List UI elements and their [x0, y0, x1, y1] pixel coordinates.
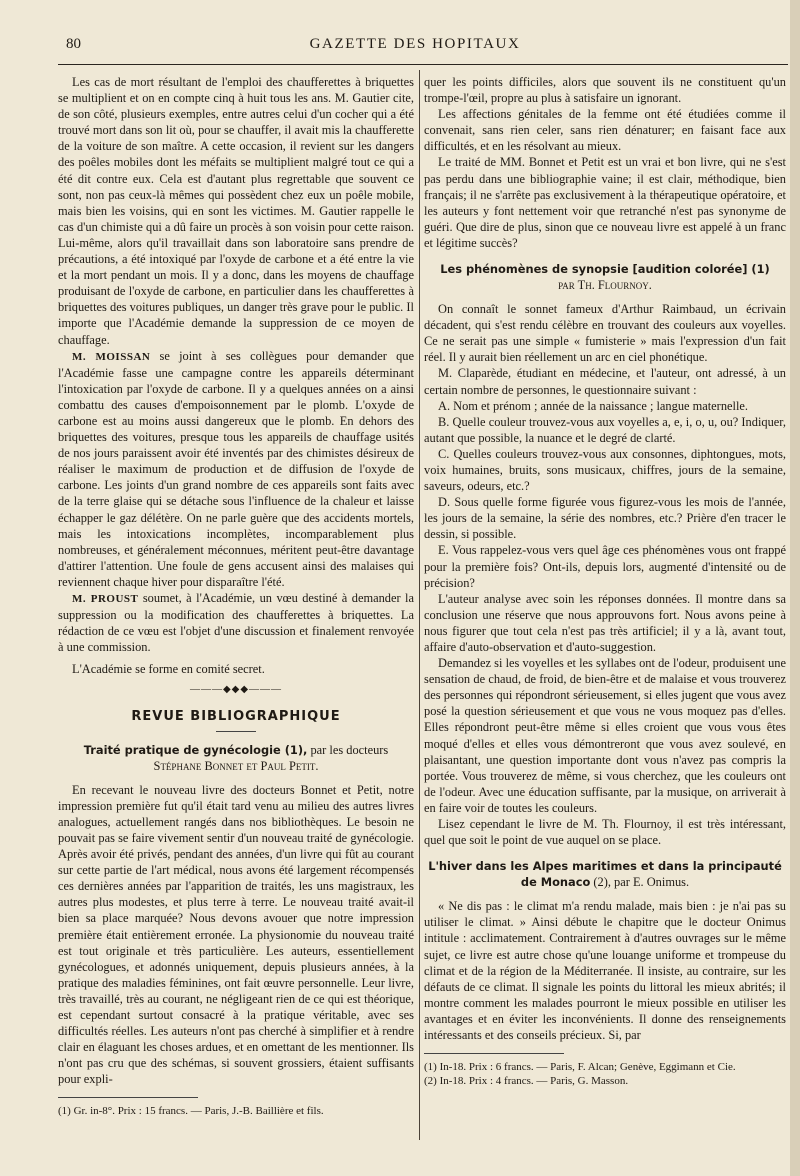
- paragraph-text: soumet, à l'Académie, un vœu destiné à demander la suppression ou la modification des chaufferettes à briquettes. La rédaction de ce vœu est l'objet d'une discussion et finalement renvoyée à une commission.: [58, 591, 415, 655]
- paragraph: [58, 348, 414, 590]
- paragraph: L'Académie se forme en comité secret.: [72, 662, 265, 677]
- speaker-name: M. PROUST: [72, 593, 139, 605]
- header-rule: [58, 64, 788, 65]
- section-rule: [216, 731, 256, 732]
- paragraph: Le traité de MM. Bonnet et Petit est un vrai et bon livre, qui ne s'est pas perdu dans une bibliographie vaine; il est clair, méthodique, bien français; il ne s'arrête pas exclusivement à la thérapeutique opératoire, et les auteurs y font nettement voir que retranché n'est pas synonyme de guéri. Que dire de plus, sinon que ce nouveau livre est appelé à un franc et légitime succès?: [424, 155, 786, 250]
- book-author: par Th. Flournoy.: [558, 278, 652, 293]
- paragraph-text: se joint à ses collègues pour demander que l'Académie fasse une campagne contre les appareils déterminant l'intoxication par l'oxyde de carbone. Il y a quelques années on a ainsi combattu des causes d'empoisonnement par le plomb. L'oxyde de carbone est au moins aussi dangereux que le plomb. En dehors des briquettes des voitures, presque tous les appareils de chauffage usités de nos jours paraissent avoir été inventés par des chimistes désireux de réaliser le maximum de production et de diffusion de l'oxyde de carbone. Les joints d'un grand nombre de ces appareils sont faits avec de la terre glaise qui se détache sous l'influence de la chaleur et laisse échapper le gaz délétère. On ne parle guère que des accidents mortels, mais les intoxications incomplètes, incomparablement plus nombreuses, et généralement méconnues, méritent peut-être davantage d'attirer l'attention. Une foule de gens accusent ainsi des malaises qui reviennent chaque hiver pour disparaître l'été.: [58, 348, 414, 589]
- footnote: (2) In-18. Prix : 4 francs. — Paris, G. Masson.: [424, 1075, 629, 1088]
- journal-title: GAZETTE DES HOPITAUX: [309, 36, 521, 52]
- book-by: par les docteurs: [307, 742, 389, 757]
- paragraph: « Ne dis pas : le climat m'a rendu malade, mais bien : je n'ai pas su utiliser le climat. » Ainsi débute le chapitre que le docteur Onimus intitule : acclimatement. Contrairement à d'autres ouvrages sur le même sujet, ce livre est autre chose qu'une louange uniforme et trompeuse du climat et de la région de la Méditerranée. Il insiste, au contraire, sur les défauts de ce climat. Il signale les points du littoral les mieux abrités; il montre comment les malades pourront le mieux possible en utiliser les avantages et en éviter les inconvénients. Il donne des renseignements intéressants et des conseils précieux. Si, par: [424, 899, 786, 1042]
- questionnaire-item: D. Sous quelle forme figurée vous figurez-vous les mois de l'année, les jours de la semaine, la série des nombres, etc.? Prière d'en tracer le dessin, si possible.: [424, 495, 786, 542]
- column-divider: [419, 70, 420, 1140]
- questionnaire-item: E. Vous rappelez-vous vers quel âge ces phénomènes vous ont frappé pour la première fois? Ont-ils, depuis lors, augmenté d'intensité ou de précision?: [424, 543, 786, 590]
- section-title: REVUE BIBLIOGRAPHIQUE: [131, 708, 341, 724]
- right-column: [424, 74, 786, 1088]
- footnote: (1) Gr. in-8°. Prix : 15 francs. — Paris, J.-B. Baillière et fils.: [58, 1105, 324, 1118]
- left-column: [58, 74, 414, 1118]
- footnote: (1) In-18. Prix : 6 francs. — Paris, F. Alcan; Genève, Eggimann et Cie.: [424, 1061, 736, 1074]
- running-header: [58, 36, 772, 58]
- book-authors: Stéphane Bonnet et Paul Petit.: [153, 758, 319, 773]
- review-heading: [424, 858, 786, 890]
- questionnaire-item: A. Nom et prénom ; année de la naissance ; langue maternelle.: [438, 398, 748, 413]
- book-author: (2), par E. Onimus.: [590, 875, 690, 890]
- book-title: Traité pratique de gynécologie (1),: [83, 742, 308, 757]
- paragraph: En recevant le nouveau livre des docteurs Bonnet et Petit, notre impression première fut qu'il était tard venu au milieu des autres livres analogues, actuellement rangés dans nos bibliothèques. Le besoin ne pouvait pas se faire vivement sentir d'un nouveau traité de gynécologie. Après avoir été privés, pendant des années, d'un livre qui fût au courant sur cette partie de l'art médical, nous avons été largement récompensés ces dernières années par l'apparition de traités, les uns magistraux, les autres plus modestes, et plus terre à terre. Le nouveau traité avait-il bien sa place marquée? Nous devons avouer que notre impression première était entièrement erronée. La physionomie du nouveau traité est tout originale et très particulière. Les auteurs, essentiellement gynécologues, et adonnés uniquement, depuis plusieurs années, à la pratique des maladies féminines, ont fait œuvre personnelle. Leur livre, très travaillé, très au courant, ne négligeant rien de ce qui est théorique, est cependant surtout consacré à la pratique véritable, avec ses difficultés réelles. Les auteurs n'ont pas cherché à simplifier et à rendre clair en élaguant les choses ardues, et en omettant de les mentionner. Ils n'ont pas cru que des schémas, si souvent grossiers, étaient suffisants pour expli-: [58, 782, 414, 1087]
- paragraph: M. Claparède, étudiant en médecine, et l'auteur, ont adressé, à un certain nombre de personnes, le questionnaire suivant :: [424, 366, 786, 397]
- speaker-name: M. MOISSAN: [72, 350, 151, 363]
- ornament-divider: ———◆◆◆———: [189, 684, 283, 696]
- page-edge: [790, 0, 800, 1176]
- questionnaire-item: C. Quelles couleurs trouvez-vous aux consonnes, diphtongues, mots, voix humaines, bruits, sons musicaux, chiffres, jours de la semaine, saveurs, odeurs, etc.?: [424, 446, 786, 494]
- book-title: Les phénomènes de synopsie [audition colorée] (1): [440, 262, 770, 277]
- paragraph: Les affections génitales de la femme ont été étudiées comme il convenait, sans rien celer, sans rien dénaturer; en faisant face aux difficultés, et en les résolvant au mieux.: [424, 107, 786, 154]
- book-title: L'hiver dans les Alpes maritimes et dans la principauté de Monaco: [428, 859, 782, 890]
- review-heading: [58, 742, 414, 774]
- questionnaire-item: B. Quelle couleur trouvez-vous aux voyelles a, e, i, o, u, ou? Indiquer, autant que possible, la nuance et le degré de clarté.: [424, 414, 786, 445]
- paragraph: Les cas de mort résultant de l'emploi des chaufferettes à briquettes se multiplient et on en compte cinq à huit tous les ans. M. Gautier cite, de son côté, plusieurs exemples, entre autres celui d'un cocher qui a été trouvé mort dans son lit où, pour se chauffer, il avait mis la chaufferette de la voiture de son maître. A cette occasion, il revient sur les dangers des poêles mobiles dont les méfaits se multiplient malgré tout ce qui a été dit contre eux. Cela est d'autant plus regrettable que souvent ce sont, non pas ceux-là mêmes qui possèdent chez eux un poêle mobile, mais bien les voisins, qui en sont les victimes. M. Gautier rappelle le cas d'un chimiste qui a dû faire un procès à son voisin pour cette raison. Lui-même, alors qu'il travaillait dans son laboratoire sans prendre de précautions, a été intoxiqué par l'oxyde de carbone et a été entre la vie et la mort pendant un mois. Il y a donc, dans les moyens de chauffage produisant de l'oxyde de carbone, en particulier dans les chaufferettes à briquettes des voitures publiques, un danger très grave pour le public. Il importe que l'Académie demande la suppression de ce moyen de chauffage.: [58, 75, 414, 347]
- footnote-rule: [58, 1097, 198, 1098]
- paragraph: quer les points difficiles, alors que souvent ils ne constituent qu'un trompe-l'œil, propre au plus à satisfaire un ignorant.: [424, 75, 786, 106]
- review-heading: [424, 261, 786, 293]
- paragraph: [58, 590, 414, 655]
- paragraph: Lisez cependant le livre de M. Th. Flournoy, il est très intéressant, quel que soit le point de vue auquel on se place.: [424, 817, 786, 848]
- paragraph: Demandez si les voyelles et les syllabes ont de l'odeur, produisent une sensation de chaud, de froid, de bien-être et de malaise et vous trouverez des personnes qui répondront sérieusement, si elles jugent que vous avez posé la question sérieusement et que vous ne vous moquez pas d'elles. Elles répondront peut-être même si elles croient que vous vous êtes moqué d'elles et elles vous démontreront que vous avez soulevé, en plaisantant, une question importante dont vous n'avez pas compris la portée. Vous trouverez de même, si vous cherchez, que les couleurs ont de l'odeur. Avec une éducation suffisante, par la musique, on arriverait à en faire voir de toutes les couleurs.: [424, 656, 786, 815]
- page-number: 80: [66, 36, 81, 52]
- paragraph: L'auteur analyse avec soin les réponses données. Il montre dans sa conclusion une réserve que nous approuvons fort. Nous avons peine à nous figurer que tout cela n'est pas très artificiel; il y a là, avant tout, affaire d'auto-observation et d'auto-suggestion.: [424, 591, 786, 654]
- footnote-rule: [424, 1053, 564, 1054]
- paragraph: On connaît le sonnet fameux d'Arthur Raimbaud, un écrivain décadent, qui s'est rendu célèbre en trouvant des couleurs aux voyelles. Ce ne serait pas une simple « fumisterie » mais l'expression d'un fait réel. Il y aurait bien réellement un arc en ciel phonétique.: [424, 302, 786, 365]
